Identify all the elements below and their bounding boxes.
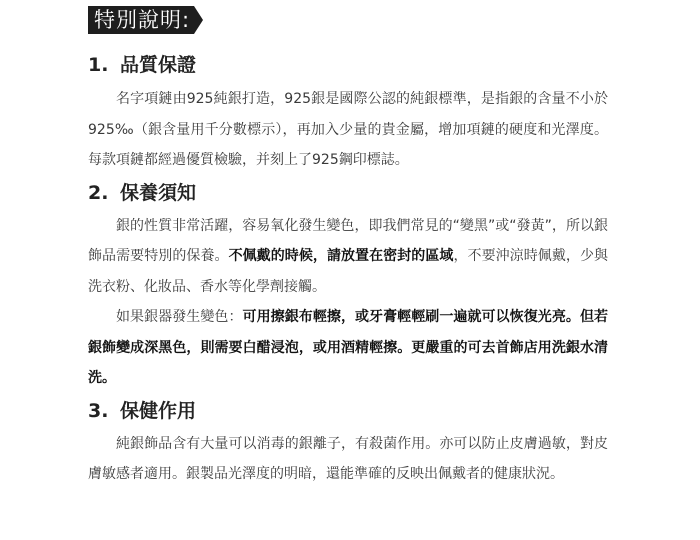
care-text: 銀的性質非常活躍，容易氧化發生變色，即我們常見的“變黑”或“發黃”，所以銀飾品需要特別的保養。: [88, 217, 608, 264]
care-paragraph-cleaning: [88, 302, 608, 394]
quality-paragraph: 名字項鏈由925純銀打造，925銀是國際公認的純銀標準，是指銀的含量不小於925‰（銀含量用千分數標示），再加入少量的貴金屬，增加項鏈的硬度和光澤度。每款項鏈都經過優質檢驗，并刻上了925鋼印標誌。: [88, 91, 608, 168]
section-number: 3.: [88, 399, 109, 422]
section-heading-care: [88, 178, 608, 208]
care-emphasis: 不佩戴的時候，請放置在密封的區域: [228, 248, 454, 264]
health-paragraph: 純銀飾品含有大量可以消毒的銀離子，有殺菌作用。亦可以防止皮膚過敏，對皮膚敏感者適用。銀製品光澤度的明暗，還能準確的反映出佩戴者的健康狀況。: [88, 435, 608, 482]
section-banner: [88, 6, 203, 34]
banner-title: 特別說明:: [88, 6, 194, 34]
section-number: 1.: [88, 54, 109, 76]
section-heading-quality: [88, 50, 608, 80]
section-title: 品質保證: [120, 54, 197, 76]
banner-arrow-shape: [194, 6, 203, 34]
care-emphasis: 可用擦銀布輕擦，或牙膏輕輕刷一遍就可以恢復光亮。但若銀飾變成深黑色，則需要白醋浸泡，或用酒精輕擦。更嚴重的可去首飾店用洗銀水清洗。: [88, 309, 609, 386]
care-text: ，不要沖涼時佩戴，少與洗衣粉、化妝品、香水等化學劑接觸。: [88, 248, 609, 295]
care-paragraph-storage: [88, 211, 608, 303]
section-title: 保健作用: [120, 399, 197, 422]
section-heading-health: [88, 396, 608, 426]
section-number: 2.: [88, 181, 109, 204]
section-title: 保養須知: [120, 181, 197, 204]
instructions-body: [88, 50, 608, 490]
care-text: 如果銀器發生變色：: [116, 309, 243, 325]
